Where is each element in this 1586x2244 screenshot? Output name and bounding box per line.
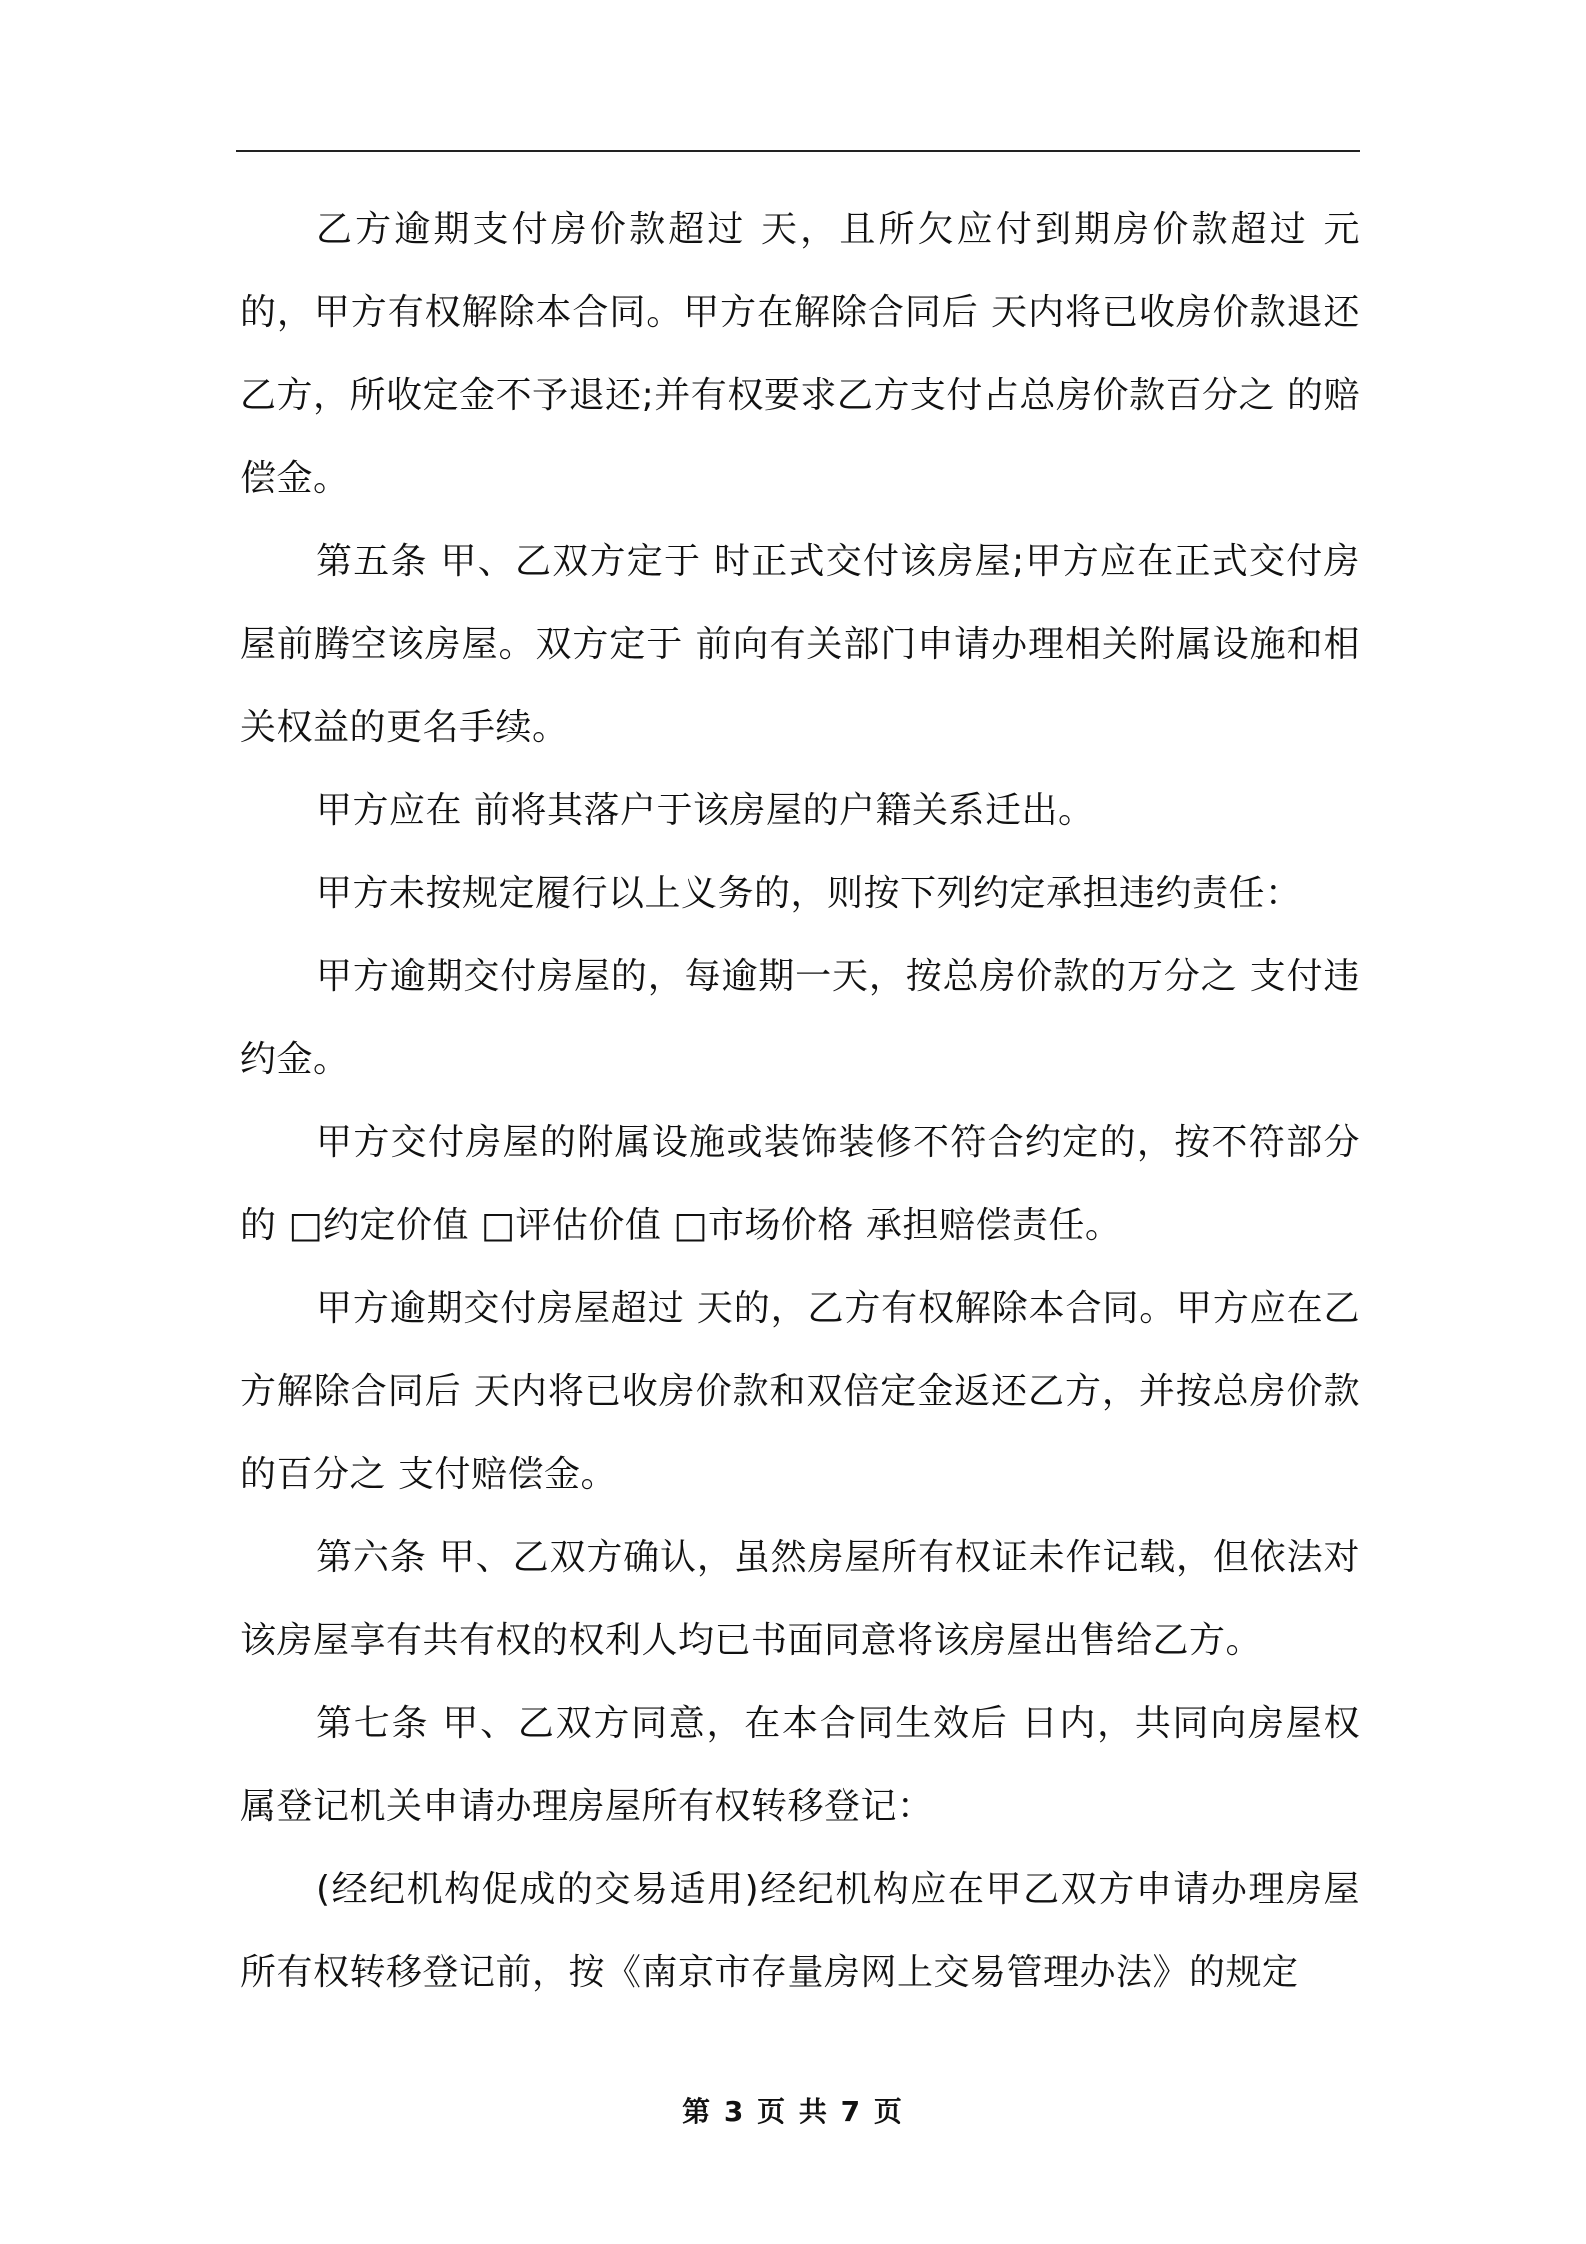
paragraph-article-7: 第七条 甲、乙双方同意，在本合同生效后 日内，共同向房屋权属登记机关申请办理房屋所有权转移登记：	[240, 1703, 1360, 1827]
paragraph-agency-transaction: (经纪机构促成的交易适用)经纪机构应在甲乙双方申请办理房屋所有权转移登记前，按《南京市存量房网上交易管理办法》的规定	[240, 1869, 1360, 1993]
paragraph-termination-right: 甲方逾期交付房屋超过 天的，乙方有权解除本合同。甲方应在乙方解除合同后 天内将已收房价款和双倍定金返还乙方，并按总房价款的百分之 支付赔偿金。	[240, 1288, 1360, 1495]
paragraph-overdue-payment: 乙方逾期支付房价款超过 天，且所欠应付到期房价款超过 元的，甲方有权解除本合同。甲方在解除合同后 天内将已收房价款退还乙方，所收定金不予退还;并有权要求乙方支付占总房价款百分之 的赔偿金。	[240, 209, 1360, 499]
header-rule	[236, 150, 1360, 152]
document-body	[240, 188, 1360, 2014]
paragraph-article-5: 第五条 甲、乙双方定于 时正式交付该房屋;甲方应在正式交付房屋前腾空该房屋。双方定于 前向有关部门申请办理相关附属设施和相关权益的更名手续。	[240, 541, 1360, 748]
page-number: 第 3 页 共 7 页	[682, 2095, 904, 2128]
paragraph-facility-compensation: 甲方交付房屋的附属设施或装饰装修不符合约定的，按不符部分的 □约定价值 □评估价值 □市场价格 承担赔偿责任。	[240, 1122, 1360, 1246]
paragraph-household-registration: 甲方应在 前将其落户于该房屋的户籍关系迁出。	[316, 790, 1095, 831]
paragraph-late-delivery-penalty: 甲方逾期交付房屋的，每逾期一天，按总房价款的万分之 支付违约金。	[240, 956, 1360, 1080]
paragraph-breach-intro: 甲方未按规定履行以上义务的，则按下列约定承担违约责任：	[316, 873, 1302, 914]
paragraph-article-6: 第六条 甲、乙双方确认，虽然房屋所有权证未作记载，但依法对该房屋享有共有权的权利人均已书面同意将该房屋出售给乙方。	[240, 1537, 1360, 1661]
